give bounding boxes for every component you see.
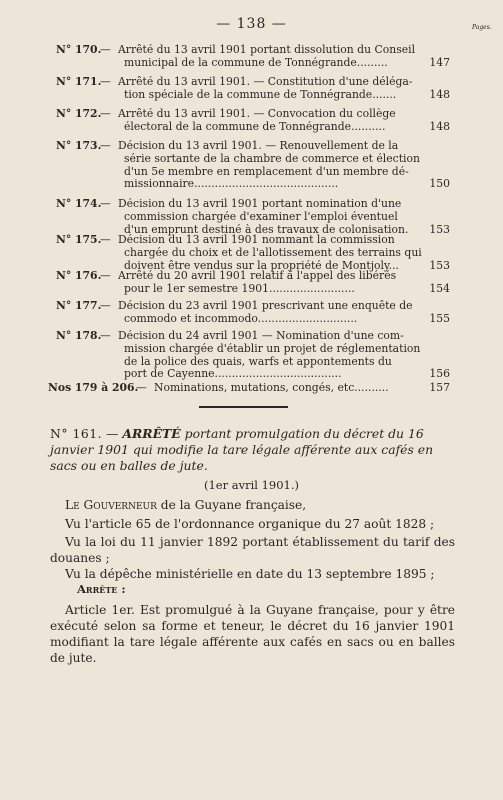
toc-entry-line: Décision du 24 avril 1901 — Nomination d'une com-	[118, 330, 404, 342]
pages-column-label: Pages.	[472, 24, 492, 31]
toc-dash: —	[100, 139, 111, 152]
toc-entry-line: Décision du 23 avril 1901 prescrivant une enquête de	[118, 300, 413, 312]
toc-dash: —	[100, 43, 111, 56]
toc-entry-page: 147	[429, 55, 450, 69]
document-number: N° 161.	[50, 426, 103, 441]
arrete-label: Arrête :	[77, 582, 126, 596]
toc-entry-line: mission chargée d'établir un projet de réglementation	[124, 342, 421, 355]
toc-entry-line: série sortante de la chambre de commerce et élection	[124, 152, 420, 165]
toc-dash: —	[100, 75, 111, 88]
toc-entry-line: Décision du 13 avril 1901 nommant la commission	[118, 234, 395, 246]
toc-entry-number: N° 177.	[56, 299, 102, 312]
toc-entry-line: électoral de la commune de Tonnégrande..........	[124, 120, 386, 133]
page-number: — 138 —	[216, 16, 287, 32]
document-title: portant promulgation du décret du 16 janvier 1901 qui modifie la tare légale afférente aux cafés en sacs ou en balles de jute.	[50, 426, 434, 473]
toc-dash: —	[136, 381, 147, 394]
toc-entry-page: 154	[429, 281, 450, 295]
toc-entry-text	[118, 140, 438, 191]
toc-entry-text	[118, 44, 438, 70]
toc-entry-page: 156	[429, 367, 450, 381]
toc-entry-page: 153	[429, 258, 450, 272]
toc-entry-line: pour le 1er semestre 1901.........................	[124, 282, 355, 295]
toc-entry-number: N° 170.	[56, 43, 102, 56]
governor-line	[50, 497, 455, 513]
document-kind: ARRÊTÉ	[122, 426, 181, 441]
toc-entry-number: N° 175.	[56, 233, 102, 246]
toc-entry-line: municipal de la commune de Tonnégrande.........	[124, 56, 388, 69]
toc-dash: —	[100, 269, 111, 282]
toc-entry-page: 153	[429, 222, 450, 236]
toc-dash: —	[100, 233, 111, 246]
toc-dash: —	[100, 329, 111, 342]
toc-entry-number: Nos 179 à 206.	[48, 381, 139, 394]
governor-rest: de la Guyane française,	[156, 498, 307, 512]
toc-entry-number: N° 171.	[56, 75, 102, 88]
toc-entry-text	[118, 234, 438, 272]
toc-entry-line: de la police des quais, warfs et appontements du	[124, 355, 392, 368]
toc-entry-text	[154, 382, 424, 395]
toc-dash: —	[100, 197, 111, 210]
toc-entry-text	[118, 270, 438, 296]
vu-loi: Vu la loi du 11 janvier 1892 portant établissement du tarif des douanes ;	[50, 535, 455, 565]
vu-ordonnance: Vu l'article 65 de l'ordonnance organique du 27 août 1828 ;	[65, 517, 435, 531]
toc-entry-line: doivent être vendus sur la propriété de Montjoly...	[124, 259, 399, 272]
toc-entry-page: 157	[429, 381, 450, 394]
document-heading: N° 161. — ARRÊTÉ portant promulgation du décret du 16 janvier 1901 qui modifie la tare légale afférente aux cafés en sacs ou en balles de jute.	[50, 426, 434, 473]
toc-dash: —	[100, 107, 111, 120]
section-divider	[199, 406, 288, 408]
toc-entry-line: tion spéciale de la commune de Tonnégrande.......	[124, 88, 397, 101]
toc-entry-line: missionnaire..........................................	[124, 178, 339, 191]
toc-entry-page: 148	[429, 119, 450, 133]
toc-entry-page: 148	[429, 87, 450, 101]
toc-entry-line: d'un 5e membre en remplacement d'un membre dé-	[124, 165, 409, 178]
toc-entry-line: Arrêté du 13 avril 1901. — Constitution d'une déléga-	[118, 76, 413, 88]
toc-entry-line: Arrêté du 20 avril 1901 relatif à l'appel des libérés	[118, 270, 397, 282]
toc-entry-line: Décision du 13 avril 1901 portant nomination d'une	[118, 198, 402, 210]
toc-entry-line: commodo et incommodo.............................	[124, 312, 358, 325]
toc-entry-line: commission chargée d'examiner l'emploi éventuel	[124, 210, 398, 223]
toc-entry-line: Décision du 13 avril 1901. — Renouvellement de la	[118, 140, 399, 152]
document-date: (1er avril 1901.)	[203, 478, 300, 492]
toc-entry-line: Nominations, mutations, congés, etc..........	[154, 382, 389, 394]
toc-dash: —	[100, 299, 111, 312]
toc-entry-line: port de Cayenne.....................................	[124, 368, 342, 381]
toc-entry-text	[118, 300, 438, 326]
toc-entry-page: 150	[429, 177, 450, 191]
toc-entry-number: N° 173.	[56, 139, 102, 152]
toc-entry-line: d'un emprunt destiné à des travaux de colonisation.	[124, 223, 409, 236]
toc-entry-line: Arrêté du 13 avril 1901. — Convocation du collège	[118, 108, 396, 120]
toc-entry-number: N° 174.	[56, 197, 102, 210]
toc-entry-number: N° 172.	[56, 107, 102, 120]
toc-entry-page: 155	[429, 311, 450, 325]
governor-prefix: Le Gouverneur	[65, 498, 157, 512]
toc-entry-text	[118, 108, 438, 134]
toc-entry-number: N° 176.	[56, 269, 102, 282]
toc-entry-line: chargée du choix et de l'allotissement des terrains qui	[124, 246, 422, 259]
article-1: Article 1er. Est promulgué à la Guyane française, pour y être exécuté selon sa forme et teneur, le décret du 16 janvier 1901 modifiant la tare légale afférente aux cafés en sacs ou en balles de jute.	[50, 603, 455, 665]
toc-entry-text	[118, 198, 438, 236]
toc-entry-text	[118, 330, 438, 381]
vu-depeche: Vu la dépêche ministérielle en date du 13 septembre 1895 ;	[65, 567, 435, 581]
toc-entry-text	[118, 76, 438, 102]
toc-entry-line: Arrêté du 13 avril 1901 portant dissolution du Conseil	[118, 44, 416, 56]
toc-entry-number: N° 178.	[56, 329, 102, 342]
